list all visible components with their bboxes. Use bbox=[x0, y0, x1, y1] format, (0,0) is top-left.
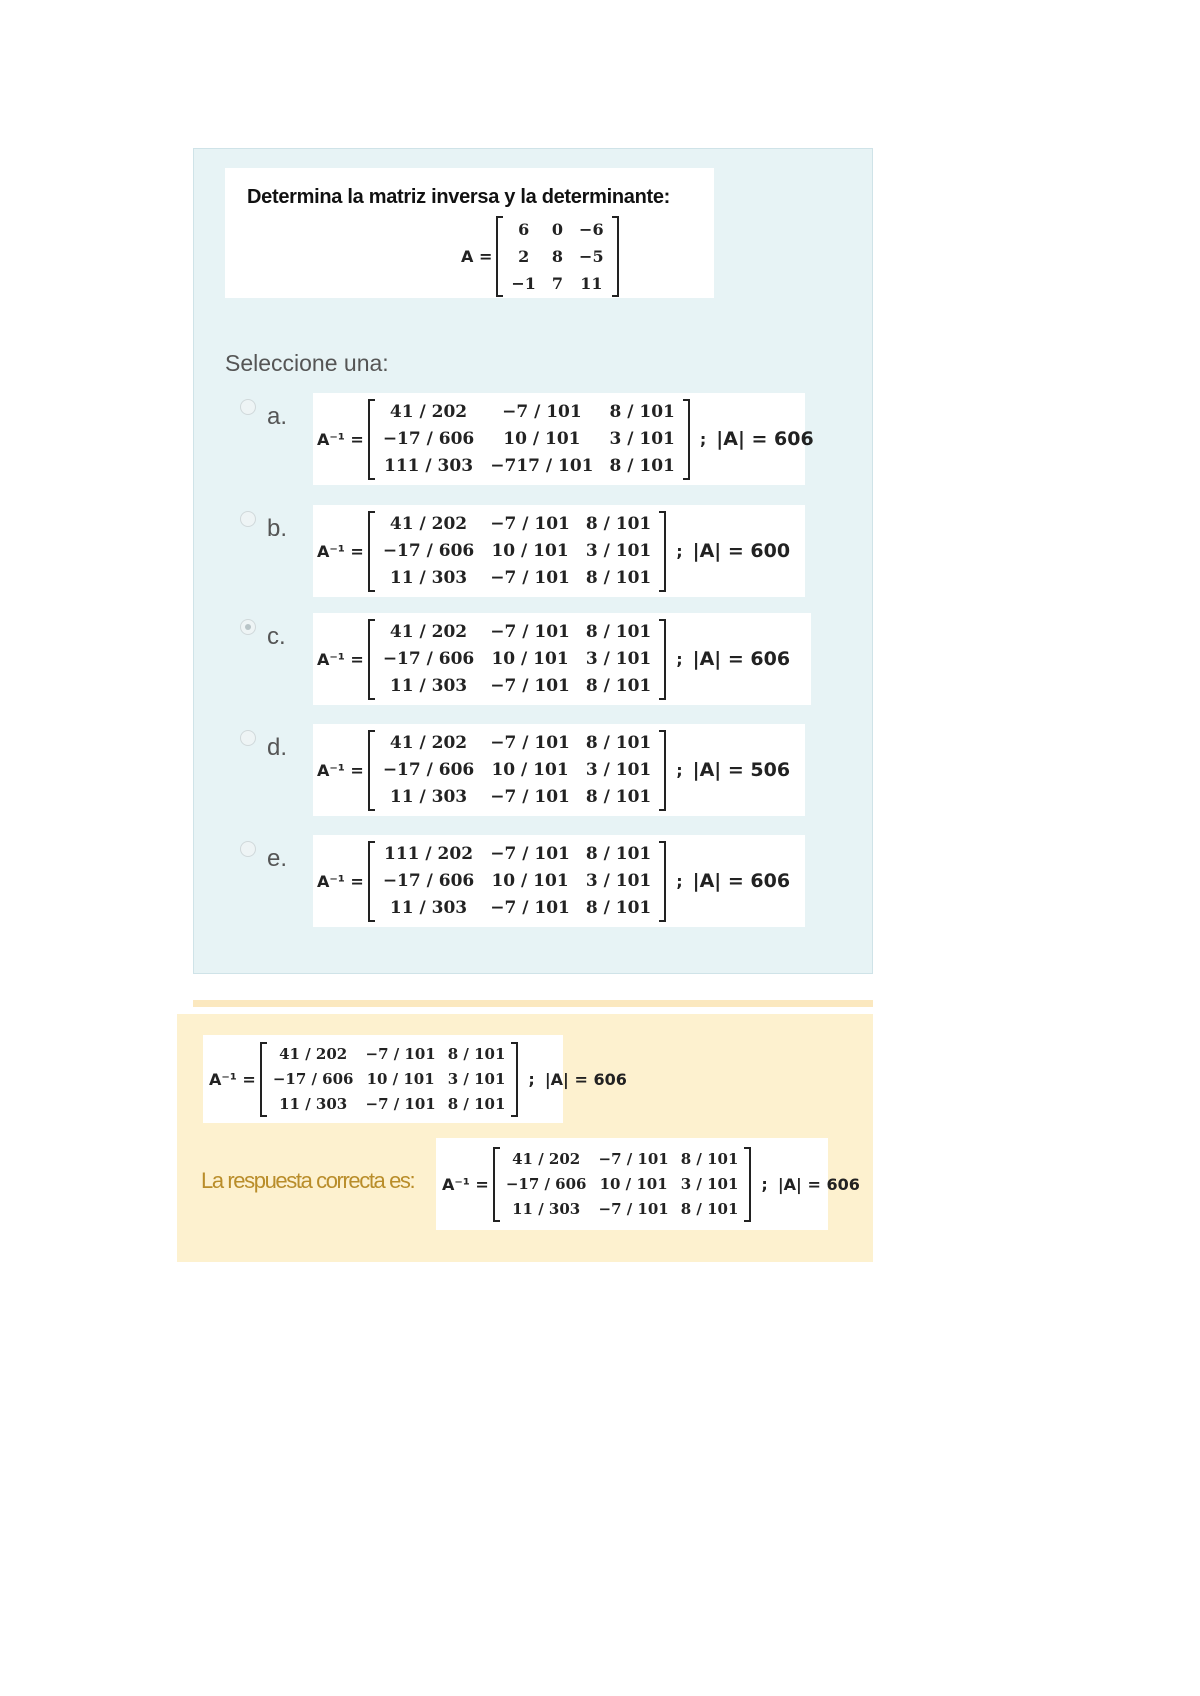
matrix-cell: 10 / 101 bbox=[491, 870, 569, 891]
option-matrix bbox=[368, 399, 690, 480]
matrix-cell: 11 / 303 bbox=[512, 1199, 581, 1218]
matrix-cell: 8 / 101 bbox=[585, 732, 652, 753]
question-title: Determina la matriz inversa y la determinante: bbox=[247, 186, 671, 208]
option-formula bbox=[313, 724, 805, 816]
option-letter: a. bbox=[267, 403, 288, 430]
determinant: |A| = 506 bbox=[692, 759, 791, 781]
matrix-cell: −17 / 606 bbox=[382, 759, 475, 780]
matrix-cell: −7 / 101 bbox=[365, 1094, 436, 1113]
answer-matrix bbox=[260, 1042, 519, 1117]
determinant: |A| = 606 bbox=[692, 648, 791, 670]
divider bbox=[193, 1000, 873, 1007]
matrix-cell: 8 / 101 bbox=[585, 567, 652, 588]
correct-matrix bbox=[493, 1147, 752, 1222]
matrix-cell: −17 / 606 bbox=[382, 540, 475, 561]
matrix-cell: −7 / 101 bbox=[490, 897, 570, 918]
question-panel bbox=[193, 148, 873, 974]
matrix-cell: −1 bbox=[511, 274, 536, 293]
matrix-cell: −7 / 101 bbox=[365, 1044, 436, 1063]
option-letter: e. bbox=[267, 845, 288, 872]
option-formula bbox=[313, 393, 814, 485]
matrix-cell: 41 / 202 bbox=[389, 513, 468, 534]
matrix-cell: 3 / 101 bbox=[609, 428, 675, 449]
matrix-cell: 41 / 202 bbox=[389, 401, 468, 422]
matrix-cell: 6 bbox=[518, 220, 530, 239]
matrix-cell: 10 / 101 bbox=[366, 1069, 435, 1088]
matrix-cell: 3 / 101 bbox=[447, 1069, 506, 1088]
matrix-cell: −7 / 101 bbox=[490, 567, 570, 588]
separator: ; bbox=[676, 760, 683, 780]
matrix-cell: 10 / 101 bbox=[491, 540, 569, 561]
option-b[interactable] bbox=[225, 505, 825, 601]
matrix-cell: −7 / 101 bbox=[490, 843, 570, 864]
separator: ; bbox=[676, 541, 683, 561]
correct-answer-formula bbox=[436, 1138, 860, 1230]
matrix-cell: 3 / 101 bbox=[585, 648, 652, 669]
option-letter: b. bbox=[267, 515, 288, 542]
option-matrix bbox=[368, 841, 666, 922]
option-letter: c. bbox=[267, 623, 286, 650]
matrix-cell: 11 / 303 bbox=[279, 1094, 348, 1113]
matrix-cell: 8 / 101 bbox=[585, 897, 652, 918]
matrix-cell: 10 / 101 bbox=[599, 1174, 668, 1193]
matrix-cell: −17 / 606 bbox=[382, 428, 475, 449]
matrix-cell: 8 / 101 bbox=[447, 1044, 506, 1063]
matrix-cell: 3 / 101 bbox=[585, 870, 652, 891]
select-prompt: Seleccione una: bbox=[225, 350, 389, 376]
matrix-cell: 8 / 101 bbox=[609, 401, 675, 422]
determinant: |A| = 606 bbox=[716, 428, 814, 450]
option-e[interactable] bbox=[225, 835, 825, 931]
separator: ; bbox=[761, 1174, 768, 1194]
formula-lhs: A⁻¹ = bbox=[317, 541, 364, 561]
matrix-cell: 11 / 303 bbox=[389, 567, 468, 588]
option-formula bbox=[313, 835, 805, 927]
matrix-cell: 3 / 101 bbox=[585, 540, 652, 561]
matrix-cell: 2 bbox=[518, 247, 530, 266]
matrix-cell: 7 bbox=[551, 274, 564, 293]
matrix-cell: −5 bbox=[579, 247, 604, 266]
feedback-panel bbox=[177, 1014, 873, 1262]
formula-lhs: A⁻¹ = bbox=[317, 649, 364, 669]
option-d[interactable] bbox=[225, 724, 825, 820]
matrix-cell: −7 / 101 bbox=[490, 621, 570, 642]
matrix-cell: −17 / 606 bbox=[272, 1069, 354, 1088]
matrix-cell: 41 / 202 bbox=[512, 1149, 581, 1168]
matrix-cell: 11 / 303 bbox=[389, 675, 468, 696]
matrix-cell: −17 / 606 bbox=[505, 1174, 587, 1193]
determinant: |A| = 606 bbox=[544, 1069, 627, 1089]
option-formula bbox=[313, 613, 811, 705]
option-formula bbox=[313, 505, 805, 597]
separator: ; bbox=[699, 429, 707, 449]
option-letter: d. bbox=[267, 734, 288, 761]
matrix-cell: 8 / 101 bbox=[585, 621, 652, 642]
matrix-cell: −7 / 101 bbox=[490, 675, 570, 696]
matrix-cell: 8 / 101 bbox=[609, 455, 675, 476]
option-a[interactable] bbox=[225, 393, 825, 489]
matrix-cell: −7 / 101 bbox=[502, 401, 582, 422]
matrix-cell: −7 / 101 bbox=[490, 732, 570, 753]
matrix-cell: −7 / 101 bbox=[490, 786, 570, 807]
formula-lhs: A⁻¹ = bbox=[317, 429, 364, 449]
matrix-cell: 11 bbox=[580, 274, 603, 293]
matrix-cell: −717 / 101 bbox=[490, 455, 594, 476]
matrix-cell: 8 bbox=[551, 247, 564, 266]
option-radio[interactable] bbox=[240, 841, 256, 857]
formula-lhs: A⁻¹ = bbox=[209, 1069, 256, 1089]
formula-lhs: A⁻¹ = bbox=[317, 871, 364, 891]
matrix-cell: 8 / 101 bbox=[447, 1094, 506, 1113]
matrix-cell: 111 / 303 bbox=[384, 455, 474, 476]
matrix-cell: 41 / 202 bbox=[279, 1044, 348, 1063]
matrix-cell: 8 / 101 bbox=[585, 786, 652, 807]
matrix-cell: −17 / 606 bbox=[382, 648, 475, 669]
option-matrix bbox=[368, 730, 666, 811]
matrix-cell: 41 / 202 bbox=[389, 732, 468, 753]
matrix-cell: 10 / 101 bbox=[491, 648, 569, 669]
formula-lhs: A⁻¹ = bbox=[317, 760, 364, 780]
matrix-cell: 0 bbox=[551, 220, 564, 239]
determinant: |A| = 606 bbox=[777, 1174, 860, 1194]
matrix-cell: 8 / 101 bbox=[585, 843, 652, 864]
matrix-cell: 8 / 101 bbox=[680, 1199, 739, 1218]
formula-lhs: A⁻¹ = bbox=[442, 1174, 489, 1194]
matrix-cell: 8 / 101 bbox=[680, 1149, 739, 1168]
question-matrix-formula bbox=[461, 216, 619, 297]
matrix-cell: −6 bbox=[579, 220, 604, 239]
matrix-cell: 41 / 202 bbox=[389, 621, 468, 642]
question-text-box bbox=[225, 168, 714, 298]
matrix-cell: 8 / 101 bbox=[585, 513, 652, 534]
matrix-cell: −7 / 101 bbox=[598, 1149, 669, 1168]
matrix-cell: 3 / 101 bbox=[680, 1174, 739, 1193]
matrix-cell: −7 / 101 bbox=[490, 513, 570, 534]
question-matrix bbox=[496, 216, 618, 297]
matrix-cell: 10 / 101 bbox=[491, 759, 569, 780]
separator: ; bbox=[676, 871, 683, 891]
option-radio[interactable] bbox=[240, 730, 256, 746]
option-matrix bbox=[368, 619, 666, 700]
matrix-cell: −17 / 606 bbox=[382, 870, 475, 891]
separator: ; bbox=[676, 649, 683, 669]
answer-formula bbox=[203, 1035, 627, 1123]
separator: ; bbox=[528, 1069, 535, 1089]
matrix-label: A = bbox=[461, 247, 493, 266]
matrix-cell: 10 / 101 bbox=[503, 428, 581, 449]
determinant: |A| = 606 bbox=[692, 870, 791, 892]
determinant: |A| = 600 bbox=[692, 540, 791, 562]
matrix-cell: 11 / 303 bbox=[389, 897, 468, 918]
matrix-cell: 11 / 303 bbox=[389, 786, 468, 807]
option-matrix bbox=[368, 511, 666, 592]
option-c[interactable] bbox=[225, 613, 825, 709]
matrix-cell: 8 / 101 bbox=[585, 675, 652, 696]
matrix-cell: 111 / 202 bbox=[384, 843, 474, 864]
option-radio[interactable] bbox=[240, 511, 256, 527]
correct-answer-label: La respuesta correcta es: bbox=[201, 1168, 415, 1193]
matrix-cell: −7 / 101 bbox=[598, 1199, 669, 1218]
matrix-cell: 3 / 101 bbox=[585, 759, 652, 780]
option-radio[interactable] bbox=[240, 399, 256, 415]
option-radio[interactable] bbox=[240, 619, 256, 635]
